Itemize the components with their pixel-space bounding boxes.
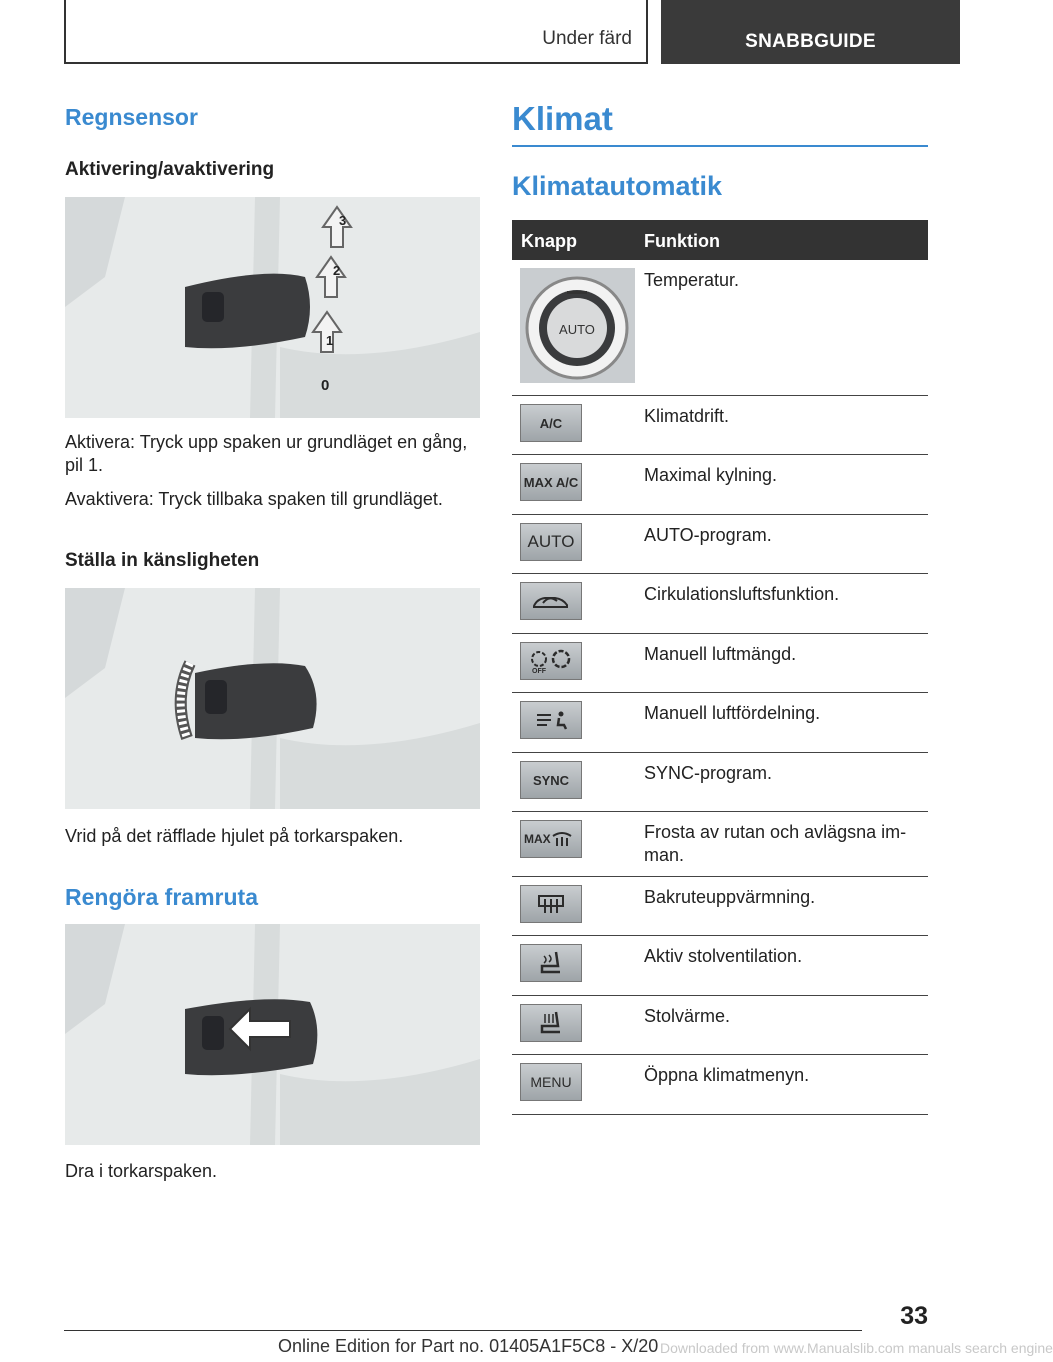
arrow-label-3: 3 — [339, 213, 347, 228]
wiper-lever-activation-illustration — [65, 197, 480, 418]
menu-button-image: MENU — [520, 1063, 582, 1101]
air-distribution-icon — [531, 709, 571, 731]
rain-sensor-heading: Regnsensor — [65, 104, 198, 130]
table-row — [512, 996, 928, 1055]
table-row — [512, 1055, 928, 1115]
table-row — [512, 396, 928, 455]
function-text: Öppna klimatmenyn. — [644, 1065, 810, 1085]
table-row — [512, 812, 928, 877]
fan-button-image — [520, 642, 582, 680]
rear-window-heating-icon — [536, 893, 566, 915]
table-row — [512, 260, 928, 396]
heading-rule — [512, 145, 928, 147]
activation-heading: Aktivering/avaktivering — [65, 159, 275, 180]
function-text: SYNC-program. — [644, 763, 773, 783]
function-text: Klimatdrift. — [644, 406, 730, 426]
function-text: Manuell luftmängd. — [644, 644, 797, 664]
recirculation-button-image — [520, 582, 582, 620]
ac-button-image: A/C — [520, 404, 582, 442]
table-row — [512, 634, 928, 693]
climate-buttons-table — [512, 220, 928, 1115]
header-button: Knapp — [521, 231, 577, 251]
seat-ventilation-button-image — [520, 944, 582, 982]
page-number: 33 — [900, 1302, 928, 1330]
seat-ventilation-icon — [536, 950, 566, 976]
header-function: Funktion — [644, 231, 720, 251]
seat-heating-icon — [536, 1010, 566, 1036]
fan-icon — [526, 648, 576, 674]
recirculation-icon — [531, 591, 571, 611]
wiper-clean-illustration — [65, 924, 480, 1145]
deactivate-text: Avaktivera: Tryck tillbaka spaken till grundläget. — [65, 489, 443, 509]
climate-heading: Klimat — [512, 100, 613, 137]
table-row — [512, 936, 928, 996]
arrow-label-2: 2 — [333, 263, 341, 278]
sensitivity-heading: Ställa in känsligheten — [65, 550, 260, 571]
chapter-tab: SNABBGUIDE — [661, 0, 960, 64]
function-text: Manuell luftfördelning. — [644, 703, 821, 723]
edition-text: Online Edition for Part no. 01405A1F5C8 - X/20 — [278, 1336, 659, 1356]
windscreen-defrost-icon — [551, 830, 573, 848]
table-row — [512, 515, 928, 574]
function-text: Cirkulationsluftsfunktion. — [644, 584, 840, 604]
function-text: Aktiv stolventilation. — [644, 946, 803, 966]
function-text: Frosta av rutan och avlägsna im-man. — [644, 822, 907, 865]
table-row — [512, 455, 928, 515]
rear-defrost-button-image — [520, 885, 582, 923]
fan-off-label: OFF — [532, 668, 546, 675]
function-text: Temperatur. — [644, 270, 740, 290]
table-header — [512, 220, 928, 260]
footer-rule — [64, 1330, 862, 1331]
seat-heating-button-image — [520, 1004, 582, 1042]
automatic-climate-heading: Klimatautomatik — [512, 171, 723, 201]
clean-windscreen-heading: Rengöra framruta — [65, 884, 258, 910]
arrow-label-1: 1 — [326, 333, 334, 348]
function-text: Stolvärme. — [644, 1006, 731, 1026]
wiper-sensitivity-illustration — [65, 588, 480, 809]
air-distribution-button-image — [520, 701, 582, 739]
function-text: Bakruteuppvärmning. — [644, 887, 816, 907]
table-row — [512, 877, 928, 936]
arrow-label-0: 0 — [321, 377, 330, 394]
temperature-dial-image — [520, 268, 635, 383]
header-box — [64, 0, 648, 64]
clean-text: Dra i torkarspaken. — [65, 1161, 218, 1181]
dial-auto-label: AUTO — [559, 322, 595, 337]
table-row — [512, 693, 928, 753]
auto-button-image: AUTO — [520, 523, 582, 561]
table-row — [512, 574, 928, 634]
max-ac-button-image: MAX A/C — [520, 463, 582, 501]
max-label: MAX — [524, 832, 551, 846]
max-defrost-button-image — [520, 820, 582, 858]
section-title: Under färd — [542, 28, 632, 49]
function-text: Maximal kylning. — [644, 465, 778, 485]
table-row — [512, 753, 928, 812]
sync-button-image: SYNC — [520, 761, 582, 799]
activate-text: Aktivera: Tryck upp spaken ur grundläget en gång, pil 1. — [65, 432, 468, 475]
function-text: AUTO-program. — [644, 525, 772, 545]
watermark: Downloaded from www.Manualslib.com manuals search engine — [660, 1340, 1053, 1356]
sensitivity-text: Vrid på det räfflade hjulet på torkarspaken. — [65, 826, 404, 846]
